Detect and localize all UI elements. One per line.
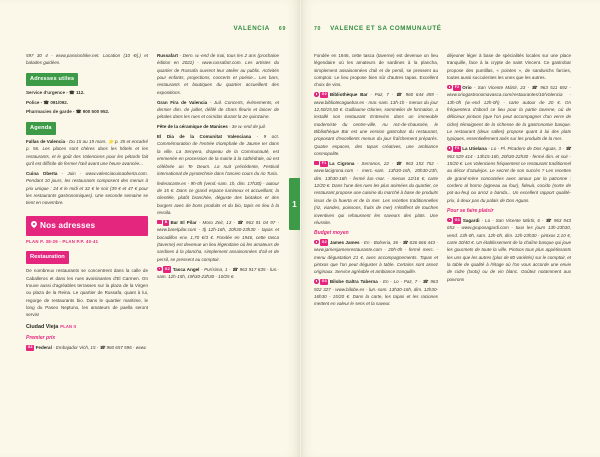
dot-marker-icon xyxy=(447,146,452,151)
dot-marker-icon xyxy=(447,85,452,90)
restauration-intro-text: De nombreux restaurants se concentrent dans la calle de Caballeros et dans les rues avoisinantes d'El Carmen. On trouve aussi d'agréables terrasses sur la plaza de la Virgen ou plaza de la Reina. Le quartier de Russafa, quant à lui, regorge de restaurants bio. Dans le quartier maritime, le long du Paseo Neptuno, les amateurs de paella seront servis! xyxy=(26,268,148,318)
listing-bilobe-galtra-name: Bilobe Galtra Taberna xyxy=(329,279,378,285)
restauration-header: Restauration xyxy=(26,251,69,264)
listing-tasca-angel xyxy=(157,266,279,281)
dot-marker-icon xyxy=(314,92,319,97)
agenda-entry-fallas xyxy=(26,138,148,167)
agenda-entry-cuina-oberta-name: Cuina Oberta xyxy=(26,170,58,176)
listing-tasca-angel-name: Tasca Angel xyxy=(172,266,200,272)
listing-la-utielana xyxy=(447,145,571,204)
dot-marker-icon xyxy=(157,267,162,272)
left-running-head-title: VALENCIA xyxy=(233,25,270,32)
listing-federal-map-chip: G3 xyxy=(26,345,34,351)
agenda-header: Agenda xyxy=(26,122,56,135)
listing-bilobe-galtra-detail: - En - Lo - Paz, 7 - ☎ 963 922 327 - www.bilobe.es - lun.-sam. 13h30-16h, dim. 12h30-16h30 - 15/20 €. Dans la carte, les tapas et les raciones mettent en valeur le sens et la saveur. xyxy=(314,279,438,307)
listing-bibliotheque-bar xyxy=(314,91,438,157)
passionbike-intro-text: 597 30 4 - www.passionbike.net. Location (10 €/j.) et balades guidées. xyxy=(26,53,148,66)
agenda-entry-russafart xyxy=(157,52,279,96)
listing-tasca-angel-map-chip: G2 xyxy=(163,266,171,272)
listing-james-james-name: James James xyxy=(329,239,360,245)
nos-adresses-banner xyxy=(26,216,148,236)
adresses-utiles-header: Adresses utiles xyxy=(26,73,78,86)
pharmacies-garde-entry: Pharmacies de garde - ☎ 900 500 952. xyxy=(26,109,110,115)
listing-james-james-detail: - En - Bolseria, 36 - ☎ 636 666 443 - www.jamesjamesrestaurante.com - 20h-0h - fermé merc. - menu dégustation 21 €, avec accompagnements. Tapas et pintxos que l'on peut déguster à table. Certains sont assez originaux. Service agréable et ambiance tranquille. xyxy=(314,239,439,275)
dot-marker-icon xyxy=(314,240,319,245)
service-urgence-entry: Service d'urgence - ☎ 112. xyxy=(26,89,85,95)
listing-bar-el-pilar-map-chip: B xyxy=(163,220,169,226)
listing-orio-name: Orio xyxy=(462,84,472,90)
listing-sagardi-map-chip: G3 xyxy=(453,217,461,223)
federacarte-website-text: federacarte.es - 9h-0h (vend.-sam. 1h, dim. 17h30) - autour de 15 €. Dans ce grand espace lumineux et accueillant, la clientèle, plutôt branchée, déguste des biotakos et des burgers avec de bons produits et du bio, tapis en lieu à la revoila. xyxy=(157,180,279,216)
listing-bar-el-pilar xyxy=(157,219,279,263)
map-pin-icon xyxy=(31,221,37,229)
listing-bibliotheque-bar-name: Bibliothèque Bar xyxy=(329,92,368,98)
listing-la-cigrona-map-chip: F1 xyxy=(320,161,328,167)
agenda-entry-russafart-detail: - Dern. w.-end de mai, tous les 2 ans (prochaine édition en 2022) - www.russafart.com. Les artistes du quartier de Russafa ouvrent leur atelier au public. Activités pour enfants, projections, concerts et poésie... Les bars, restaurants et boutiques du quartier accueillent des expositions. xyxy=(157,53,280,95)
left-page-columns xyxy=(26,52,286,452)
listing-orio-map-chip: F2 xyxy=(453,85,461,91)
listing-sagardi-name: Sagardi xyxy=(462,217,480,223)
gastrobar-continuation-text: déjeuner léger à base de spécialités locales sur une place tranquille, face à la crypte de saint Vincent. Ce gastrobar propose des puntillas, « pointes », de sandwichs farcies, toutes aussi succulentes les unes que les autres. xyxy=(447,53,571,81)
listing-la-utielana-detail: - Lo - Pl. Picadero de Dos Aguas, 3 - ☎ 963 529 414 - 13h15-16h, 20h30-22h30 - fermé dim. et soir - 15/20 €. Les Valenciens fréquentent ce restaurant traditionnel au décor d'azulejos. Le secret de son succès ? Les recettes de grand-mère concoctées avec amour par la patronne : cordero al horno (agneau au four), fideuà, cocido (sorte de pot-au-feu) ou arroz a banda... Un excellent rapport qualité-prix, à deux pas du palais de Dos Aguas. xyxy=(447,146,572,203)
listing-tasca-angel-detail: - Purísima, 1 - ☎ 963 917 835 - lun.-sam. 12h-15h, 19h30-23h30 - 10/25 €. xyxy=(157,266,279,280)
agenda-entry-ceramique-manises-detail: - 3e w.-end de juil. xyxy=(229,124,266,130)
listing-federal xyxy=(26,344,148,351)
listing-james-james xyxy=(314,239,438,276)
agenda-entry-cuina-oberta-detail: - Juin - www.valenciacuinaoberta.com. Pendant 10 jours, les restaurants composent des menus à prix unique : 24 € le midi et 32 € le soir (39 € et 47 € pour les restaurants gastronomiques). Une seconde semaine se tient en novembre. xyxy=(26,170,148,206)
listing-bibliotheque-bar-detail: - Paz, 7 - ☎ 960 644 459 - www.bibliotecaguebar.es - mar.-sam. 13h-1h - menus du jour 12,50/15,50 €. Guillaume Glories, sommelier de formation, a installé son restaurant Entrevins dans un immeuble moderniste du centre-ville. Au rez-de-chaussée, le Bibliothèque Bar est une version gastrobar du restaurant, proposant d'excellents menus du jour fraîchement préparés. Quatre espaces, des tapas créatives, une ambiance cosmopolite. xyxy=(314,92,438,157)
right-running-head-title: VALENCE ET SA COMMUNAUTÉ xyxy=(330,25,442,32)
left-column-2 xyxy=(157,52,279,452)
listing-sagardi xyxy=(447,217,571,283)
budget-premier-prix: Premier prix xyxy=(26,335,56,342)
dot-marker-icon xyxy=(314,279,319,284)
agenda-entry-gran-fira xyxy=(157,99,279,121)
left-page-folio: 69 xyxy=(278,25,286,32)
right-running-head xyxy=(314,22,574,35)
listing-sagardi-detail: - Lo - San Vicente Mártir, 6 - ☎ 963 943 653 - www.gruposagardi.com - tous les jours 13h-23h30, vend. 13h-0h, sam. 12h-0h, dim. 12h-23h30 - pintxos 2,10 €, carte 30/40 €. Un établissement de la chaîne basque qui joue les gourmets de toute la ville. Pintxos tous plus appétissants les uns que les autres (plus de 80 variétés) sur le comptoir, et la table de qualité à l'étage où l'on vous accorde une envie de cidre (txotx) ou de vin blanc. Goûtez notamment aux poivrons xyxy=(447,217,571,282)
police-entry: Police - ☎ 091/092. xyxy=(26,99,69,105)
right-column-1 xyxy=(314,52,438,452)
square-marker-icon xyxy=(314,161,319,165)
dot-marker-icon xyxy=(447,218,452,223)
listing-la-cigrona-detail: - Serranos, 22 - ☎ 963 153 752 - www.lacigrona.com - merc.-sam. 13h30-16h, 20h30-23h, dim. 13h30-16h - fermé lun.-mar. - menus 12/16 €, carte 12/20 €. Dans l'une des rues les plus animées du quartier, ce restaurant propose une cuisine du marché à base de produits issus de la huerta et de la mer. Les recettes traditionnelles (riz, viandes, poissons, fruits de mer) s'étoffent de touches inventives qui rehaussent les saveurs des plats. Une réussite. xyxy=(314,161,439,225)
right-column-2 xyxy=(447,52,571,452)
neighborhood-name: Ciudad Vieja xyxy=(26,323,59,330)
agenda-entry-dia-comunitat xyxy=(157,133,279,177)
square-marker-icon xyxy=(157,220,162,224)
listing-bilobe-galtra-map-chip: G3 xyxy=(320,279,328,285)
agenda-entry-gran-fira-name: Gran Fira de Valencia xyxy=(157,99,208,105)
listing-orio xyxy=(447,84,571,143)
right-page xyxy=(300,0,600,457)
agenda-entry-ceramique-manises xyxy=(157,123,279,130)
listing-james-james-map-chip: G2 xyxy=(320,239,328,245)
listing-la-cigrona-name: La Cigrona xyxy=(329,161,355,167)
agenda-entry-fallas-detail: - Du 15 au 19 mars. ⭐ p. 35 et encadré p. 56. Les places sont chères dans les hôtels et les restaurants, et le goût des Valenciens pour les pétards fait qu'il est difficile de fermer l'œil avant une heure avancée... xyxy=(26,138,149,166)
listing-bilobe-galtra xyxy=(314,278,438,307)
chapter-index-tab: 1 xyxy=(289,178,301,230)
agenda-entry-ceramique-manises-name: Fête de la céramique de Manises xyxy=(157,124,228,130)
right-page-folio: 70 xyxy=(314,25,322,32)
nos-adresses-plan-reference: PLAN P. 38-39 - PLAN P.P. 40-41 xyxy=(26,238,99,244)
agenda-entry-dia-comunitat-detail: - 9 oct. Commémoration de l'entrée triomphale de Jaume Ier dans la ville. La Senyera, drapeau de la Communauté, est emmenée en procession de la mairie à la cathédrale, où est célébrée un Te Deum. La nuit précédente, Festival international de pyrotechnie dans l'ancien cours du rio Turia. xyxy=(157,134,280,176)
agenda-entry-fallas-name: Fallas de Valencia xyxy=(26,138,66,144)
tasca-continuation-text: Fondée en 1946, cette tasca (taverne) est devenue un lieu légendaire où les amateurs de sardines à la plancha, simplement assaisonnées d'ail et de persil, se pressent au comptoir. Le lieu propose bien sûr d'autres tapas. Excellent choix de vins. xyxy=(314,53,438,88)
listing-la-cigrona xyxy=(314,160,438,226)
agenda-entry-cuina-oberta xyxy=(26,170,148,207)
budget-plaisir-header: Pour se faire plaisir xyxy=(447,208,494,215)
budget-moyen-header: Budget moyen xyxy=(314,230,349,237)
listing-orio-detail: - San Vicente Mártir, 23 - ☎ 963 511 692 - www.oriogastronomavasca.com/restaurantes/16/Valencia - 13h-0h (w.-end 12h-0h) - carte autour de 20 €. On fréquentera d'abord ce lieu pour la partie taverne, où de délicieux pintxos (que l'on peut accompagner d'un verre de cidre) témoignent de la richesse de la gastronomie basque. Le restaurant (deux salles) propose quant à lui des plats typiques, essentiellement axés sur les produits de la mer. xyxy=(447,84,571,142)
listing-bibliotheque-bar-map-chip: G2 xyxy=(320,92,328,98)
listing-la-utielana-name: La Utielana xyxy=(462,146,487,152)
left-column-1 xyxy=(26,52,148,452)
listing-la-utielana-map-chip: F3 xyxy=(453,146,461,152)
agenda-entry-dia-comunitat-name: El Dia de la Comunitat Valenciana xyxy=(157,134,252,140)
listing-federal-detail: - Embajador Vich, 15 - ☎ 960 657 596 - www. xyxy=(53,345,147,351)
agenda-entry-russafart-name: Russafart xyxy=(157,53,178,58)
listing-bar-el-pilar-detail: - Moro Zeit, 13 - ☎ 963 91 04 97 - www.barelpilar.com - tlj 12h-16h, 20h30-23h30 - tapas et bocadillos env. 1,70 €/3 €. Fondée en 1946, cette tasca (taverne) est devenue un lieu légendaire où les amateurs de sardines à la plancha, simplement assaisonnées d'ail et de persil, se pressent au comptoir. xyxy=(157,220,280,262)
right-page-columns xyxy=(314,52,574,452)
listing-federal-name: Federal xyxy=(35,345,52,351)
agenda-entry-gran-fira-detail: - Juil. Concerts, évènements, et dernier dim. de juillet, défilé de chars fleuris et lancer de pétales dans les rues et corridas durant la 2e quinzaine. xyxy=(157,99,280,120)
listing-bar-el-pilar-name: Bar El Pilar xyxy=(170,220,197,226)
nos-adresses-label: Nos adresses xyxy=(40,219,96,230)
neighborhood-plan-tag: PLAN II xyxy=(60,323,77,329)
neighborhood-ciudad-vieja xyxy=(26,323,148,332)
left-running-head xyxy=(26,22,286,35)
